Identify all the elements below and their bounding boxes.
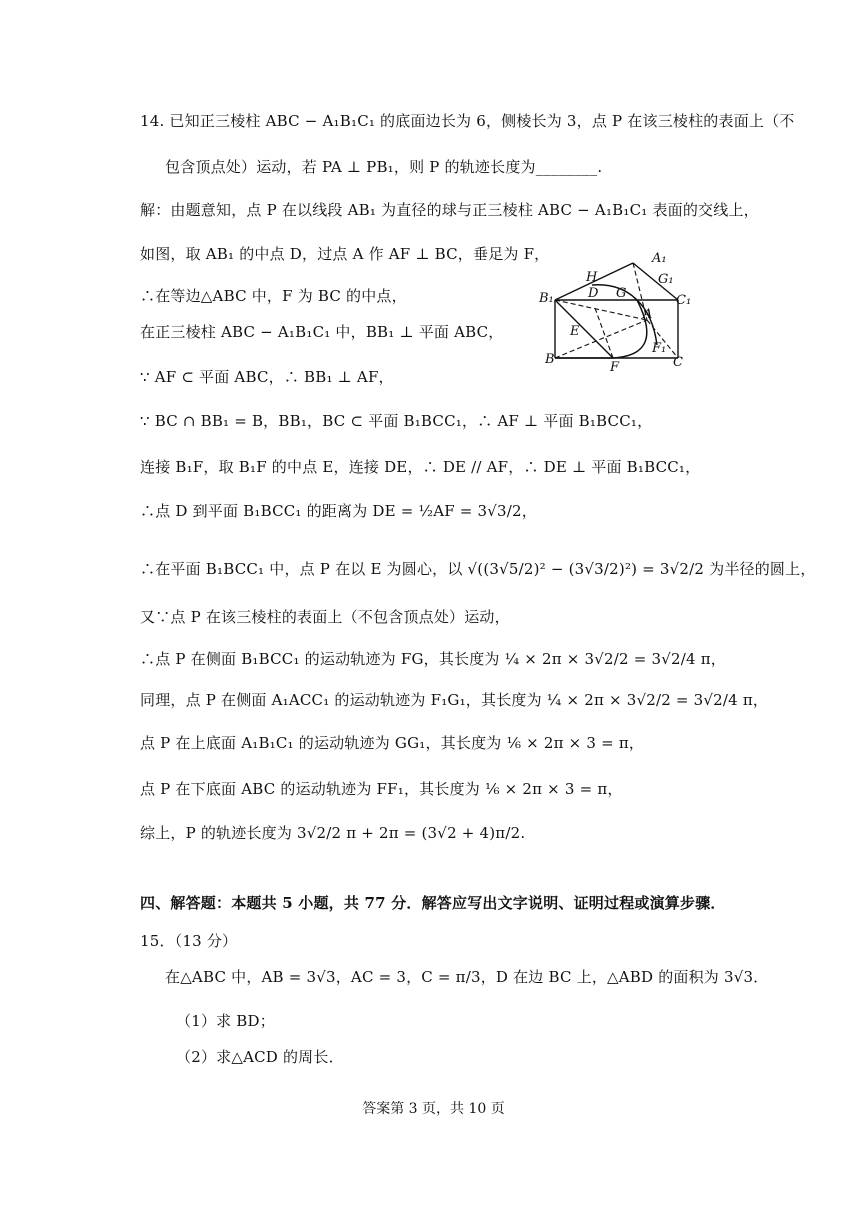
solution-line: 连接 B₁F，取 B₁F 的中点 E，连接 DE，∴ DE // AF，∴ DE ⊥ 平面 B₁BCC₁， [140, 458, 701, 476]
solution-line: ∵ AF ⊂ 平面 ABC，∴ BB₁ ⊥ AF， [140, 368, 394, 386]
solution-line: ∵ BC ∩ BB₁ = B，BB₁，BC ⊂ 平面 B₁BCC₁，∴ AF ⊥ 平面 B₁BCC₁， [140, 412, 653, 430]
q14-line-1: 14. 已知正三棱柱 ABC − A₁B₁C₁ 的底面边长为 6，侧棱长为 3，点 P 在该三棱柱的表面上（不 [140, 112, 795, 130]
figure-label-G1: G₁ [658, 272, 674, 287]
figure-label-D: D [588, 286, 599, 301]
q15-header: 15．（13 分） [140, 932, 238, 950]
figure-label-B: B [545, 352, 555, 367]
solution-line: ∴点 D 到平面 B₁BCC₁ 的距离为 DE = ½AF = 3√3/2， [140, 502, 537, 520]
figure-label-B1: B₁ [539, 291, 554, 306]
solution-line: ∴点 P 在侧面 B₁BCC₁ 的运动轨迹为 FG，其长度为 ¼ × 2π × 3√2/2 = 3√2/4 π， [140, 650, 726, 668]
figure-label-A1: A₁ [652, 251, 667, 266]
q15-stem: 在△ABC 中，AB = 3√3，AC = 3，C = π/3，D 在边 BC 上，△ABD 的面积为 3√3． [165, 968, 769, 986]
figure-label-E: E [570, 324, 580, 339]
section-heading: 四、解答题：本题共 5 小题，共 77 分．解答应写出文字说明、证明过程或演算步骤． [140, 894, 726, 912]
figure-label-C: C [673, 355, 683, 370]
figure-label-G: G [616, 286, 627, 301]
solution-line: 如图，取 AB₁ 的中点 D，过点 A 作 AF ⊥ BC，垂足为 F， [140, 245, 550, 263]
solution-line: 同理，点 P 在侧面 A₁ACC₁ 的运动轨迹为 F₁G₁，其长度为 ¼ × 2π × 3√2/2 = 3√2/4 π， [140, 691, 769, 709]
figure-label-H: H [586, 270, 598, 285]
figure-label-F: F [610, 360, 620, 375]
figure-label-C1: C₁ [676, 293, 692, 308]
figure-label-A: A [643, 307, 653, 322]
figure-label-F1: F₁ [652, 341, 667, 356]
solution-line: 综上，P 的轨迹长度为 3√2/2 π + 2π = (3√2 + 4)π/2. [140, 824, 526, 842]
prism-figure [535, 245, 695, 375]
q15-part-2: （2）求△ACD 的周长． [176, 1048, 344, 1066]
solution-line: 在正三棱柱 ABC − A₁B₁C₁ 中，BB₁ ⊥ 平面 ABC， [140, 323, 504, 341]
page-footer: 答案第 3 页，共 10 页 [362, 1101, 505, 1117]
solution-line: 又∵点 P 在该三棱柱的表面上（不包含顶点处）运动， [140, 608, 510, 626]
solution-line: 解：由题意知，点 P 在以线段 AB₁ 为直径的球与正三棱柱 ABC − A₁B₁C₁ 表面的交线上， [140, 201, 759, 219]
q14-line-2: 包含顶点处）运动，若 PA ⊥ PB₁，则 P 的轨迹长度为________. [165, 158, 603, 176]
q15-part-1: （1）求 BD； [176, 1012, 275, 1030]
solution-line: ∴在等边△ABC 中，F 为 BC 的中点， [140, 287, 407, 305]
solution-line: 点 P 在下底面 ABC 的运动轨迹为 FF₁，其长度为 ⅙ × 2π × 3 = π， [140, 780, 623, 798]
solution-line: 点 P 在上底面 A₁B₁C₁ 的运动轨迹为 GG₁，其长度为 ⅙ × 2π × 3 = π， [140, 734, 645, 752]
solution-line: ∴在平面 B₁BCC₁ 中，点 P 在以 E 为圆心，以 √((3√5/2)² − (3√3/2)²) = 3√2/2 为半径的圆上， [140, 560, 816, 578]
